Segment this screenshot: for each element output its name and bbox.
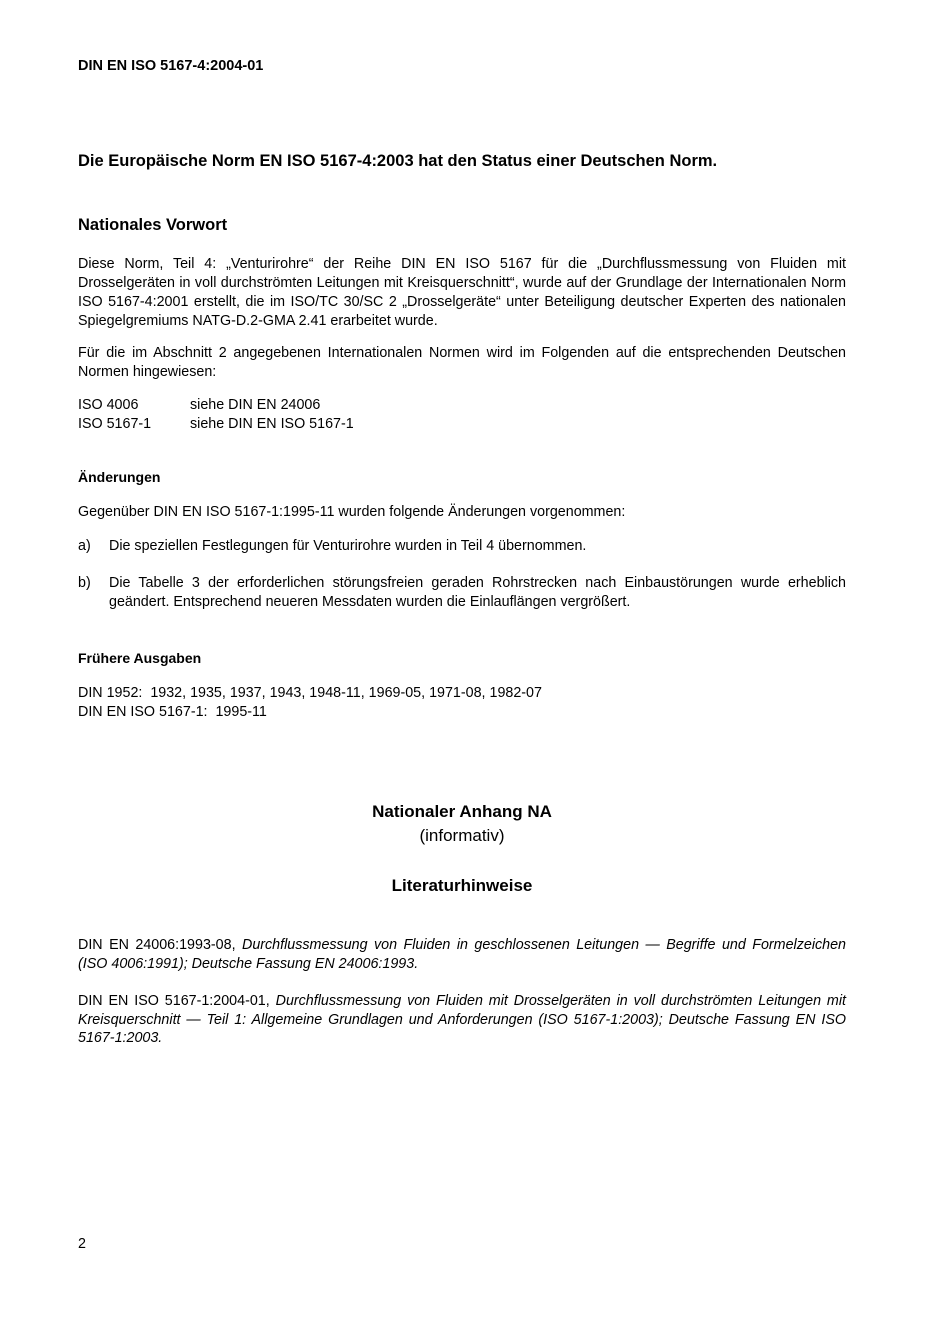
- literature-ref: DIN EN ISO 5167-1:2004-01,: [78, 993, 276, 1009]
- reference-iso: ISO 5167-1: [78, 416, 152, 432]
- literature-entry: [78, 992, 846, 1048]
- literature-entry: [78, 936, 846, 973]
- fruehere-ausgaben-list: [78, 684, 846, 722]
- ausgabe-line: DIN EN ISO 5167-1: 1995-11: [78, 704, 267, 720]
- list-text: Die speziellen Festlegungen für Venturirohre wurden in Teil 4 übernommen.: [109, 538, 587, 554]
- anhang-subtitle: (informativ): [419, 826, 505, 845]
- aenderungen-heading: Änderungen: [78, 469, 161, 485]
- vorwort-paragraph-2: Für die im Abschnitt 2 angegebenen Internationalen Normen wird im Folgenden auf die entsprechenden Deutschen Normen hingewiesen:: [78, 345, 846, 380]
- reference-row: [78, 415, 846, 434]
- status-statement: Die Europäische Norm EN ISO 5167-4:2003 hat den Status einer Deutschen Norm.: [78, 152, 718, 170]
- list-item: [78, 537, 846, 556]
- literature-ref: DIN EN 24006:1993-08,: [78, 937, 242, 953]
- page-number: 2: [78, 1236, 86, 1252]
- literatur-heading: Literaturhinweise: [391, 876, 533, 895]
- reference-din: siehe DIN EN ISO 5167-1: [190, 416, 354, 432]
- fruehere-ausgaben-heading: Frühere Ausgaben: [78, 650, 202, 666]
- literature-title: Durchflussmessung von Fluiden in geschlossenen Leitungen — Begriffe und Formelzeichen (ISO 4006:1991); Deutsche Fassung EN 24006:1993.: [78, 937, 846, 972]
- list-marker: b): [78, 575, 91, 591]
- reference-row: [78, 396, 846, 415]
- anhang-title: Nationaler Anhang NA: [372, 802, 552, 821]
- reference-iso: ISO 4006: [78, 397, 139, 413]
- list-marker: a): [78, 538, 91, 554]
- literature-title: Durchflussmessung von Fluiden mit Drosselgeräten in voll durchströmten Leitungen mit Kreisquerschnitt — Teil 1: Allgemeine Grundlagen und Anforderungen (ISO 5167-1:2003); Deutsche Fassung EN ISO 5167-1:2003.: [78, 993, 846, 1046]
- vorwort-paragraph-1: Diese Norm, Teil 4: „Venturirohre“ der Reihe DIN EN ISO 5167 für die „Durchflussmessung von Fluiden mit Drosselgeräten in voll durchströmten Leitungen mit Kreisquerschnitt“, wurde auf der Grundlage der Internationalen Norm ISO 5167-4:2001 erstellt, die im ISO/TC 30/SC 2 „Drosselgeräte“ unter Beteiligung deutscher Experten des nationalen Spiegelgremiums NATG-D.2-GMA 2.41 erarbeitet wurde.: [78, 256, 846, 329]
- list-item: [78, 574, 846, 612]
- document-id: DIN EN ISO 5167-4:2004-01: [78, 58, 264, 74]
- ausgabe-line: DIN 1952: 1932, 1935, 1937, 1943, 1948-11, 1969-05, 1971-08, 1982-07: [78, 685, 542, 701]
- aenderungen-intro: Gegenüber DIN EN ISO 5167-1:1995-11 wurden folgende Änderungen vorgenommen:: [78, 504, 626, 520]
- reference-din: siehe DIN EN 24006: [190, 397, 321, 413]
- reference-table: [78, 396, 846, 434]
- vorwort-heading: Nationales Vorwort: [78, 216, 228, 234]
- list-text: Die Tabelle 3 der erforderlichen störungsfreien geraden Rohrstrecken nach Einbaustörungen wurde erheblich geändert. Entsprechend neueren Messdaten wurden die Einlauflängen vergrößert.: [109, 575, 846, 610]
